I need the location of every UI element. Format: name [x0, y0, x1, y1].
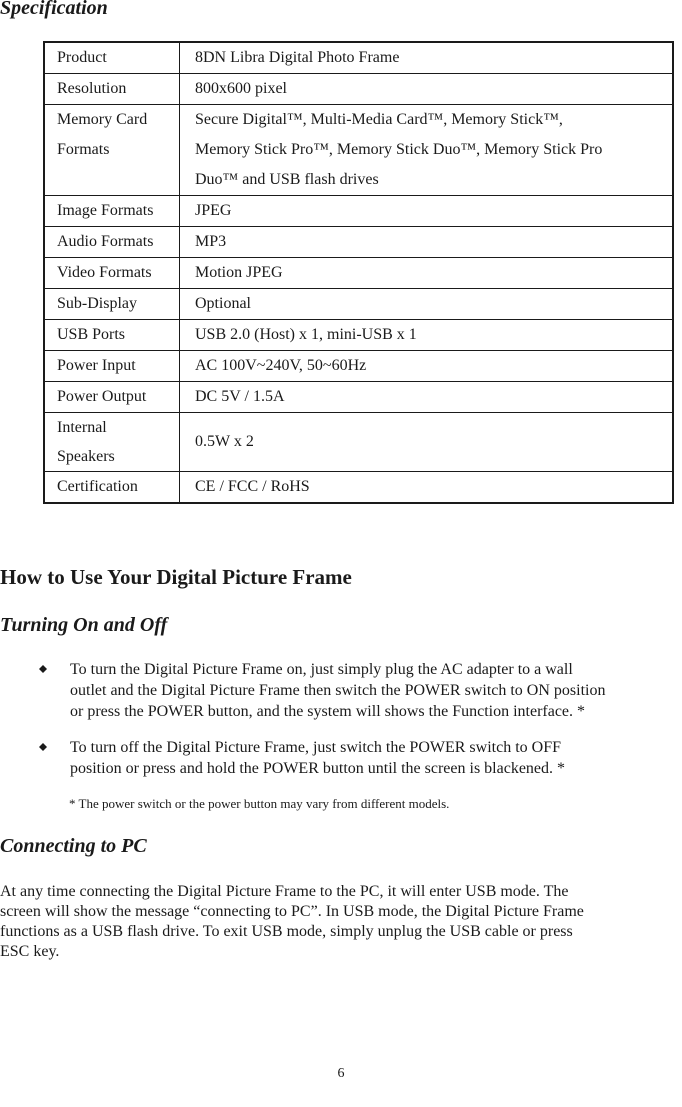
- paragraph-line: screen will show the message “connecting to PC”. In USB mode, the Digital Picture Frame: [0, 903, 584, 920]
- spec-label: Sub-Display: [44, 289, 180, 320]
- paragraph-line: functions as a USB flash drive. To exit USB mode, simply unplug the USB cable or press: [0, 923, 573, 940]
- bullet-line: To turn the Digital Picture Frame on, just simply plug the AC adapter to a wall: [70, 661, 573, 678]
- spec-label: Power Output: [44, 382, 180, 413]
- table-row: [44, 42, 673, 74]
- footnote: * The power switch or the power button may vary from different models.: [69, 796, 450, 811]
- spec-value: 800x600 pixel: [180, 74, 674, 105]
- spec-label-line: Speakers: [57, 448, 115, 465]
- spec-value-line: Duo™ and USB flash drives: [195, 171, 379, 188]
- list-item: [39, 737, 682, 779]
- diamond-bullet-icon: [39, 665, 47, 673]
- spec-heading: Specification: [0, 0, 108, 19]
- spec-value: DC 5V / 1.5A: [180, 382, 674, 413]
- spec-label: Certification: [44, 472, 180, 504]
- spec-value: [180, 105, 674, 196]
- table-row: [44, 351, 673, 382]
- spec-label: Audio Formats: [44, 227, 180, 258]
- bullet-line: position or press and hold the POWER button until the screen is blackened. *: [70, 760, 566, 777]
- spec-label: USB Ports: [44, 320, 180, 351]
- connecting-heading: Connecting to PC: [0, 835, 147, 857]
- page-number: 6: [337, 1066, 345, 1081]
- bullet-line: To turn off the Digital Picture Frame, just switch the POWER switch to OFF: [70, 739, 561, 756]
- table-row: [44, 472, 673, 504]
- table-row: [44, 227, 673, 258]
- table-row: [44, 74, 673, 105]
- table-row: [44, 320, 673, 351]
- spec-label-line: Memory Card: [57, 111, 148, 128]
- spec-value: Motion JPEG: [180, 258, 674, 289]
- howto-heading: How to Use Your Digital Picture Frame: [0, 565, 352, 589]
- paragraph-line: ESC key.: [0, 943, 60, 960]
- table-row: [44, 258, 673, 289]
- spec-value: Optional: [180, 289, 674, 320]
- spec-label: Power Input: [44, 351, 180, 382]
- spec-label-line: Internal: [57, 419, 107, 436]
- spec-value: MP3: [180, 227, 674, 258]
- spec-value: 0.5W x 2: [180, 413, 674, 472]
- connecting-paragraph: [0, 882, 678, 962]
- spec-value: 8DN Libra Digital Photo Frame: [180, 42, 674, 74]
- spec-label: Video Formats: [44, 258, 180, 289]
- spec-value: USB 2.0 (Host) x 1, mini-USB x 1: [180, 320, 674, 351]
- table-row: [44, 413, 673, 472]
- spec-label: Image Formats: [44, 196, 180, 227]
- spec-value-line: Secure Digital™, Multi-Media Card™, Memory Stick™,: [195, 111, 563, 128]
- spec-label: Resolution: [44, 74, 180, 105]
- table-row: [44, 289, 673, 320]
- spec-label: Product: [44, 42, 180, 74]
- spec-label: [44, 413, 180, 472]
- spec-value-line: Memory Stick Pro™, Memory Stick Duo™, Memory Stick Pro: [195, 141, 603, 158]
- spec-label-line: Formats: [57, 141, 110, 158]
- table-row: [44, 105, 673, 196]
- spec-value: CE / FCC / RoHS: [180, 472, 674, 504]
- paragraph-line: At any time connecting the Digital Picture Frame to the PC, it will enter USB mode. The: [0, 883, 569, 900]
- diamond-bullet-icon: [39, 743, 47, 751]
- spec-value: AC 100V~240V, 50~60Hz: [180, 351, 674, 382]
- spec-label: [44, 105, 180, 196]
- list-item: [39, 659, 682, 722]
- spec-value: JPEG: [180, 196, 674, 227]
- table-row: [44, 196, 673, 227]
- bullet-line: outlet and the Digital Picture Frame then switch the POWER switch to ON position: [70, 682, 606, 699]
- table-row: [44, 382, 673, 413]
- turning-on-off-heading: Turning On and Off: [0, 614, 168, 636]
- spec-table: [43, 41, 674, 504]
- bullet-line: or press the POWER button, and the system will shows the Function interface. *: [70, 703, 586, 720]
